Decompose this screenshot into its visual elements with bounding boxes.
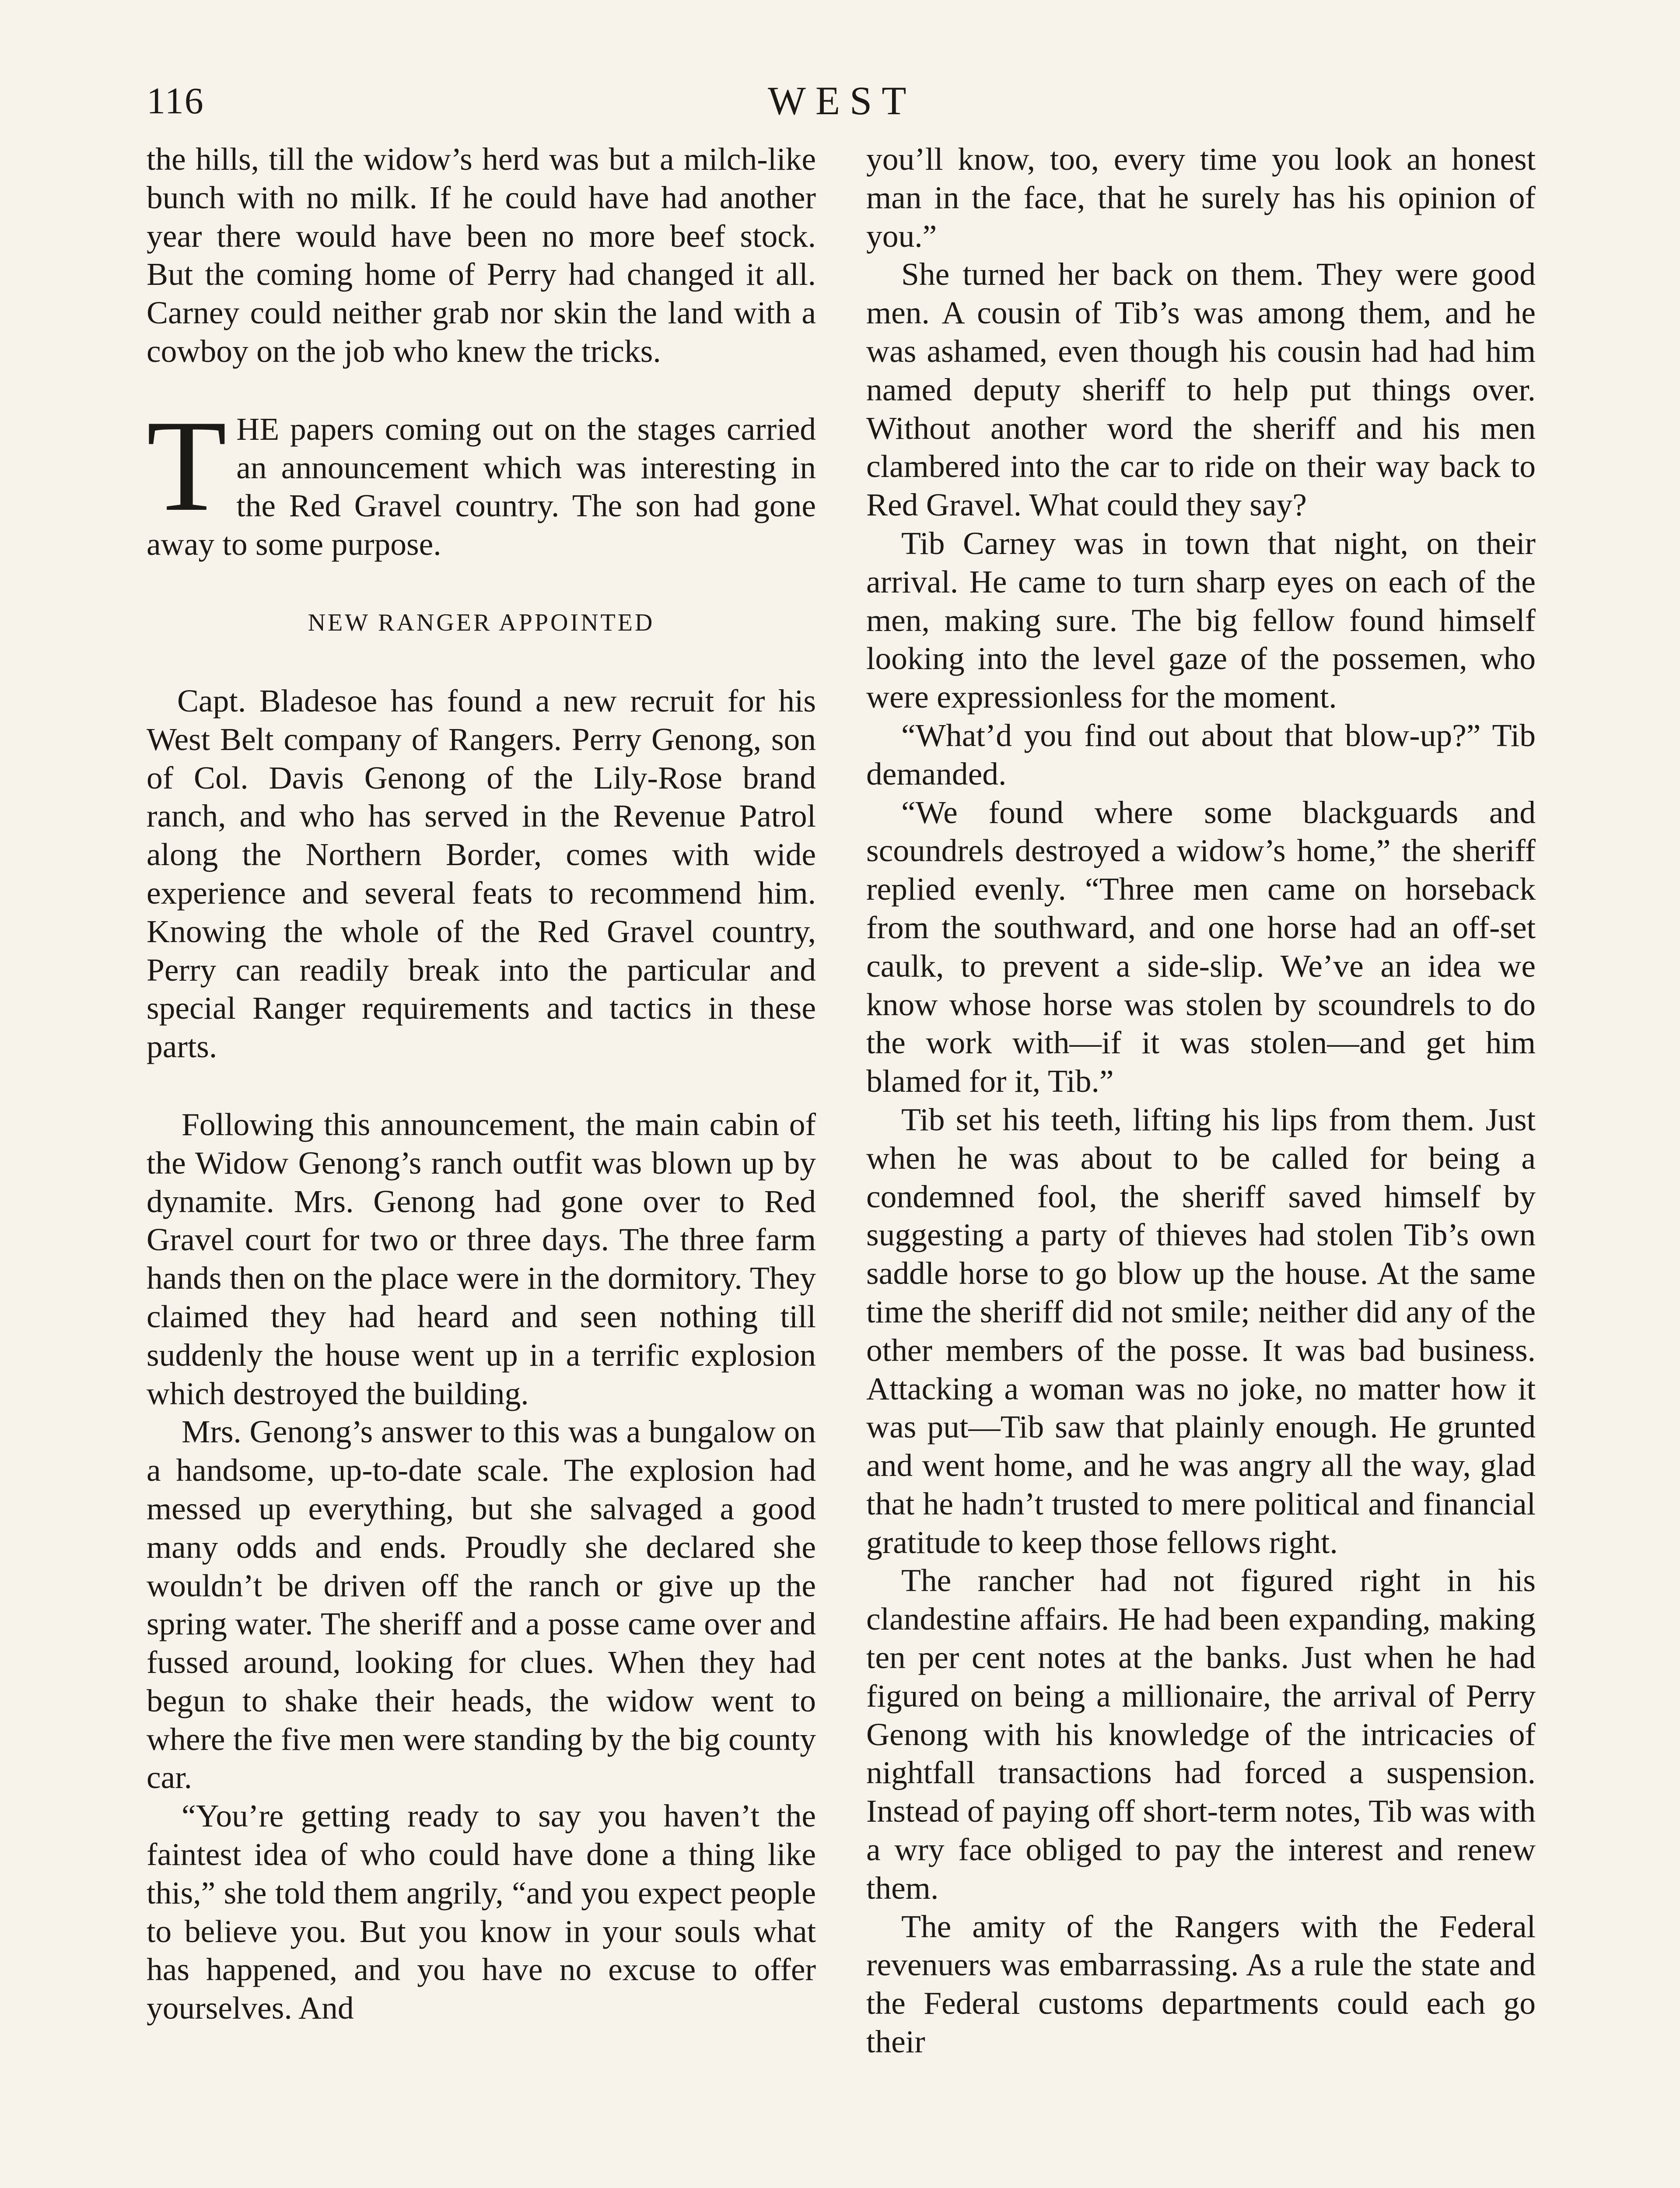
drop-cap: T xyxy=(147,393,227,538)
right-paragraph-7: The rancher had not figured right in his clandestine affairs. He had been expanding, making ten per cent notes at the banks. Just when he had figured on being a millionaire, the arrival of Perry Genong with his knowledge of the intricacies of nightfall transactions had forced a suspension. Instead of paying off short-term notes, Tib was with a wry face obliged to pay the interest and renew them. xyxy=(866,1563,1536,1906)
right-paragraph-3: Tib Carney was in town that night, on their arrival. He came to turn sharp eyes on each of the men, making sure. The big fellow found himself looking into the level gaze of the possemen, who were expressionless for the moment. xyxy=(866,525,1536,715)
right-paragraph-2: She turned her back on them. They were good men. A cousin of Tib’s was among them, and he was ashamed, even though his cousin had had him named deputy sheriff to help put things over. Without another word the sheriff and his men clambered into the car to ride on their way back to Red Gravel. What could they say? xyxy=(866,256,1536,523)
left-paragraph-1: the hills, till the widow’s herd was but a milch-like bunch with no milk. If he could have had another year there would have been no more beef stock. But the coming home of Perry had changed it all. Carney could neither grab nor skin the land with a cowboy on the job who knew the tricks. xyxy=(147,141,816,369)
left-paragraph-3: Following this announcement, the main cabin of the Widow Genong’s ranch outfit was blown up by dynamite. Mrs. Genong had gone over to Red Gravel court for two or three days. The three farm hands then on the place were in the dormitory. They claimed they had heard and seen nothing till suddenly the house went up in a terrific explosion which destroyed the building. xyxy=(147,1106,816,1411)
left-column xyxy=(147,140,816,2027)
right-paragraph-6: Tib set his teeth, lifting his lips from them. Just when he was about to be called for being a condemned fool, the sheriff saved himself by suggesting a party of thieves had stolen Tib’s own saddle horse to go blow up the house. At the same time the sheriff did not smile; neither did any of the other members of the posse. It was bad business. Attacking a woman was no joke, no matter how it was put—Tib saw that plainly enough. He grunted and went home, and he was angry all the way, glad that he hadn’t trusted to mere political and financial gratitude to keep those fellows right. xyxy=(866,1101,1536,1560)
running-head: WEST xyxy=(768,78,916,123)
left-paragraph-2-text: HE papers coming out on the stages carried an announcement which was interesting in the Red Gravel country. The son had gone away to some purpose. xyxy=(147,411,816,562)
right-paragraph-4: “What’d you find out about that blow-up?” Tib demanded. xyxy=(866,717,1536,792)
left-paragraph-2 xyxy=(147,393,816,564)
right-paragraph-8: The amity of the Rangers with the Federal revenuers was embarrassing. As a rule the state and the Federal customs departments could each go their xyxy=(866,1908,1536,2060)
notice-text: Capt. Bladesoe has found a new recruit for his West Belt company of Rangers. Perry Genong, son of Col. Davis Genong of the Lily-Rose brand ranch, and who has served in the Revenue Patrol along the Northern Border, comes with wide experience and several feats to recommend him. Knowing the whole of the Red Gravel country, Perry can readily break into the particular and special Ranger requirements and tactics in these parts. xyxy=(147,683,816,1065)
right-paragraph-5: “We found where some blackguards and scoundrels destroyed a widow’s home,” the sheriff replied evenly. “Three men came on horseback from the southward, and one horse had an off-set caulk, to prevent a side-slip. We’ve an idea we know whose horse was stolen by scoundrels to do the work with—if it was stolen—and get him blamed for it, Tib.” xyxy=(866,794,1536,1099)
left-paragraph-4: Mrs. Genong’s answer to this was a bungalow on a handsome, up-to-date scale. The explosion had messed up everything, but she salvaged a good many odds and ends. Proudly she declared she wouldn’t be driven off the ranch or give up the spring water. The sheriff and a posse came over and fussed around, looking for clues. When they had begun to shake their heads, the widow went to where the five men were standing by the big county car. xyxy=(147,1414,816,1795)
right-paragraph-1: you’ll know, too, every time you look an honest man in the face, that he surely has his opinion of you.” xyxy=(866,141,1536,254)
page-header xyxy=(147,77,1547,133)
right-column xyxy=(866,140,1536,2061)
left-paragraph-5: “You’re getting ready to say you haven’t the faintest idea of who could have done a thing like this,” she told them angrily, “and you expect people to believe you. But you know in your souls what has happened, and you have no excuse to offer yourselves. And xyxy=(147,1798,816,2026)
notice-heading: NEW RANGER APPOINTED xyxy=(308,609,655,636)
page-number: 116 xyxy=(147,80,204,122)
